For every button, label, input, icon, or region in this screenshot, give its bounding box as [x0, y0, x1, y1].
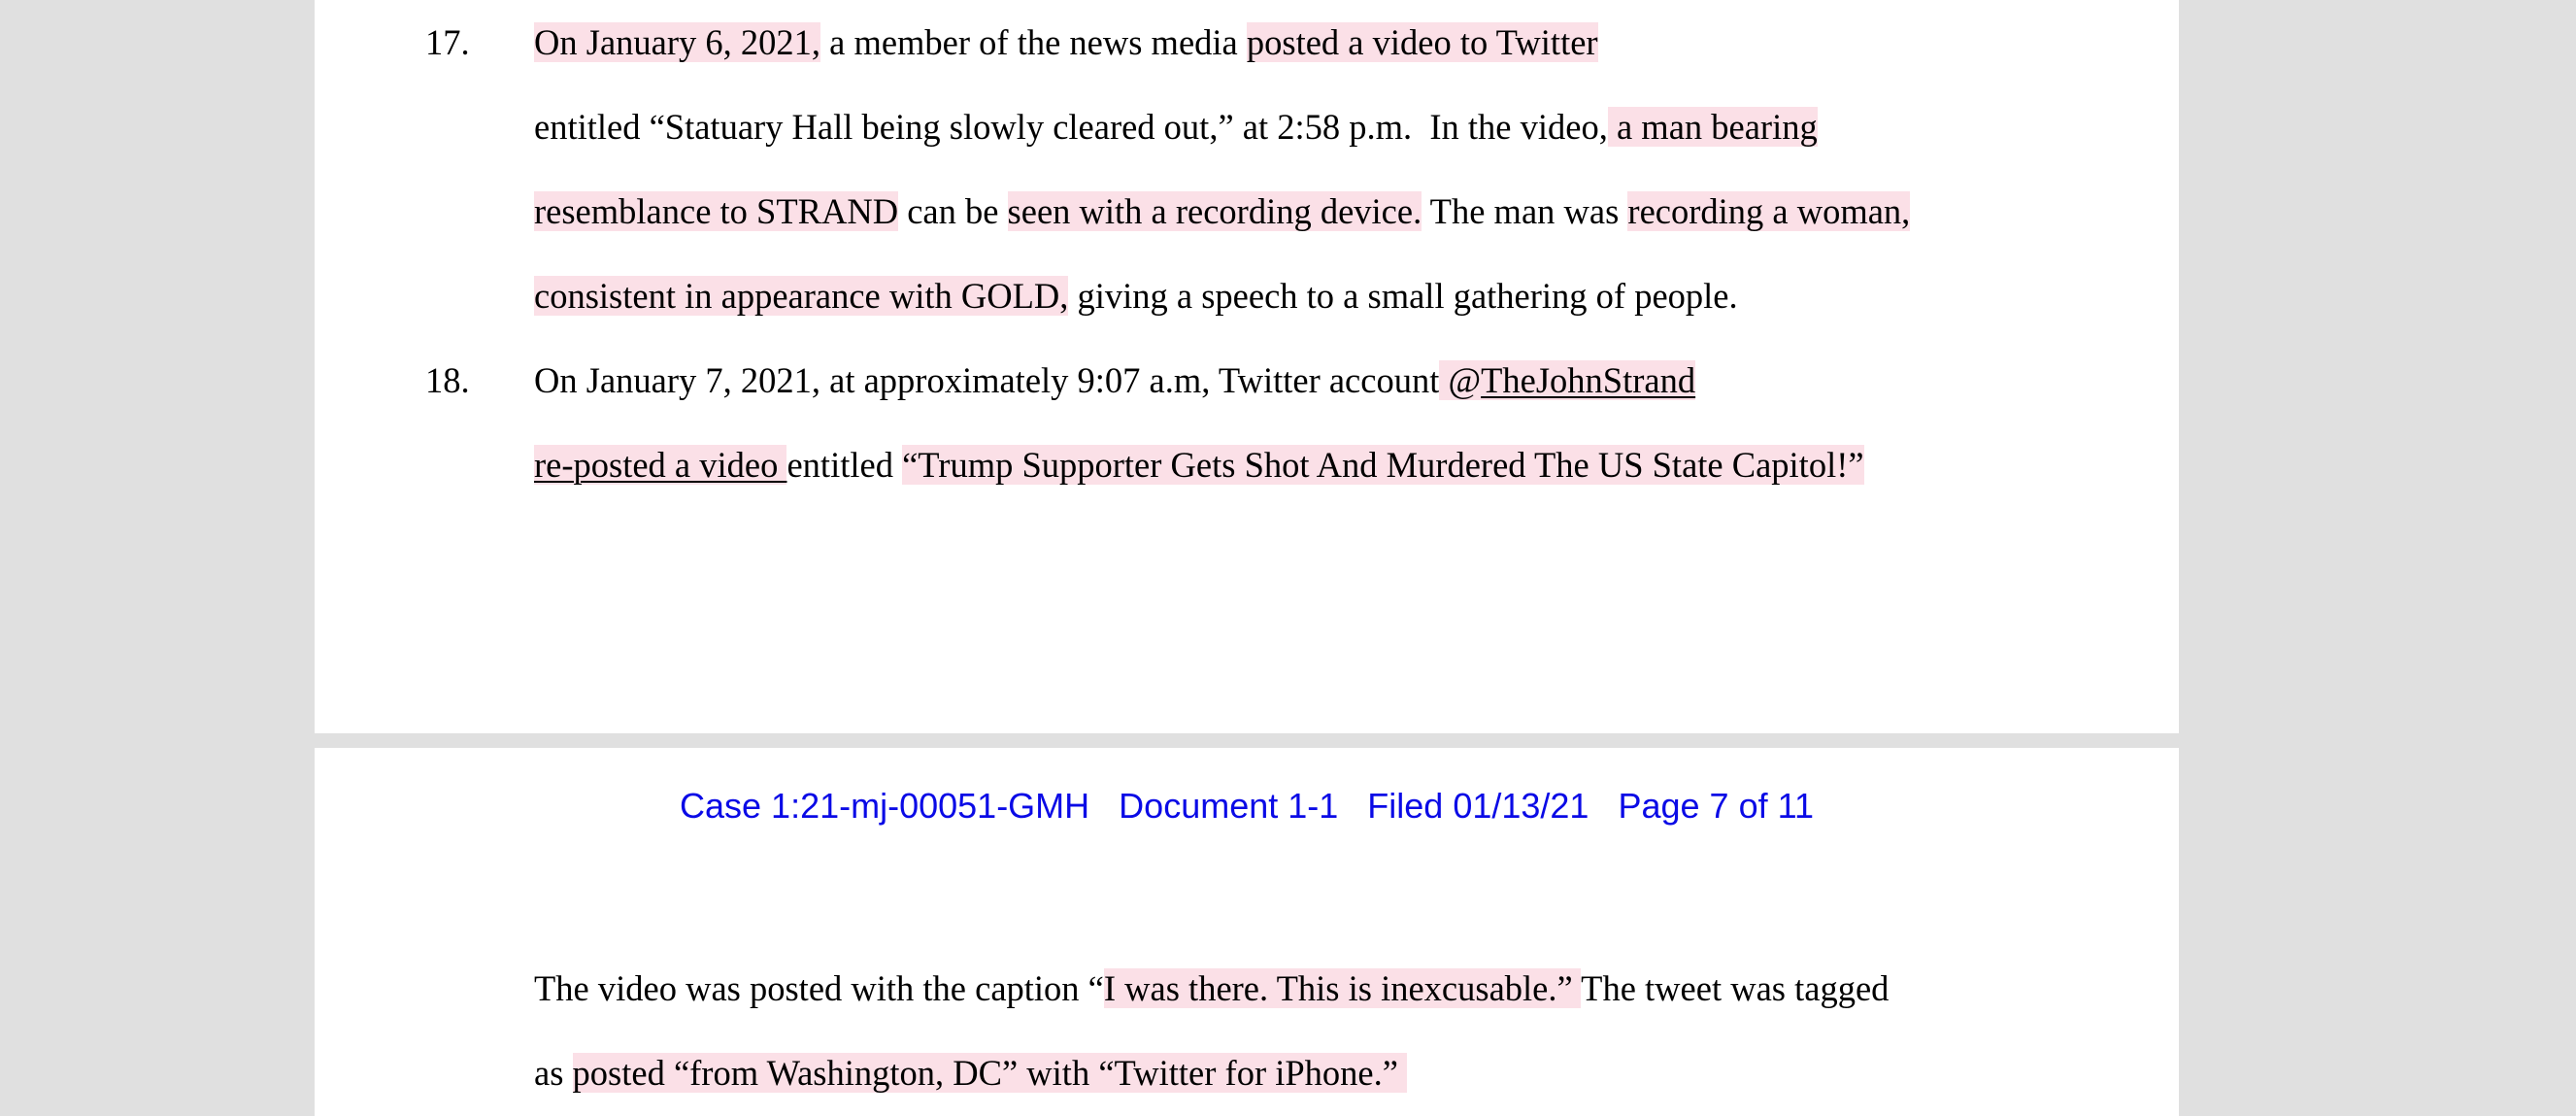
paragraph-18-line-1: [315, 357, 1695, 404]
highlighted-text: recording a woman,: [1627, 191, 1911, 231]
paragraph-number: 17.: [425, 22, 470, 62]
highlighted-text: a man bearing: [1607, 107, 1818, 147]
highlighted-text: On January 6, 2021,: [534, 22, 820, 62]
text-run: as: [534, 1053, 573, 1093]
text-run: The tweet was tagged: [1581, 968, 1890, 1008]
twitter-handle-link[interactable]: TheJohnStrand: [1481, 360, 1696, 400]
highlighted-text: @: [1439, 360, 1482, 400]
document-page-6: [315, 0, 2179, 733]
text-run: can be: [898, 191, 1008, 231]
repost-link[interactable]: re-posted a video: [534, 445, 787, 485]
paragraph-17-line-4: [534, 273, 1738, 320]
text-run: a member of the news media: [820, 22, 1247, 62]
paragraph-18-line-4: [534, 1050, 1407, 1097]
highlighted-text: posted a video to Twitter: [1246, 22, 1598, 62]
highlighted-text: posted “from Washington, DC” with “Twitter for iPhone.”: [572, 1053, 1408, 1093]
text-run: The man was: [1422, 191, 1628, 231]
text-run: giving a speech to a small gathering of people.: [1068, 276, 1738, 316]
paragraph-18-line-3: [534, 965, 1889, 1012]
paragraph-17-line-2: [534, 104, 1818, 151]
document-page-7: [315, 748, 2179, 1116]
text-run: The video was posted with the caption “: [534, 968, 1104, 1008]
highlighted-text: I was there. This is inexcusable.”: [1103, 968, 1582, 1008]
highlighted-text: “Trump Supporter Gets Shot And Murdered The US State Capitol!”: [902, 445, 1864, 485]
case-header-stamp: Case 1:21-mj-00051-GMH Document 1-1 Filed 01/13/21 Page 7 of 11: [680, 786, 1814, 826]
highlighted-text: consistent in appearance with GOLD,: [534, 276, 1069, 316]
text-run: On January 7, 2021, at approximately 9:07 a.m, Twitter account: [534, 360, 1440, 400]
paragraph-number: 18.: [425, 360, 470, 400]
paragraph-17-line-1: [315, 19, 1598, 66]
paragraph-17-line-3: [534, 188, 1910, 235]
highlighted-text: seen with a recording device.: [1007, 191, 1422, 231]
paragraph-18-line-2: [534, 442, 1864, 489]
text-run: entitled “Statuary Hall being slowly cleared out,” at 2:58 p.m. In the video,: [534, 107, 1608, 147]
highlighted-text: resemblance to STRAND: [534, 191, 899, 231]
text-run: entitled: [786, 445, 903, 485]
